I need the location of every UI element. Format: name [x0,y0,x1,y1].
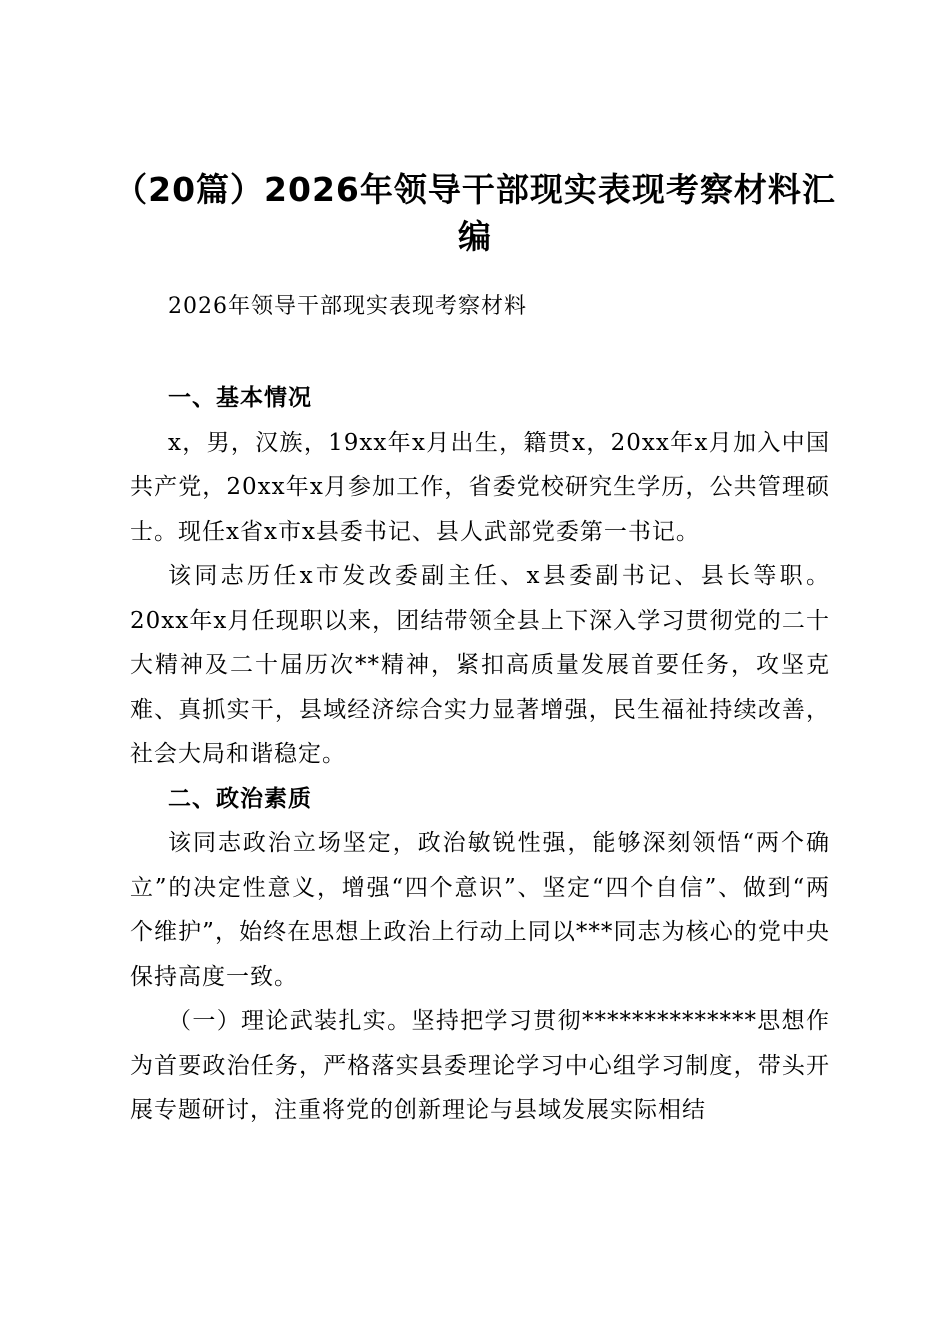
subsection-text: 坚持把学习贯彻**************思想作为首要政治任务，严格落实县委理论学习中心组学习制度，带头开展专题研讨，注重将党的创新理论与县域发展实际相结 [130,1008,831,1123]
document-title: （20篇）2026年领导干部现实表现考察材料汇编 [114,170,836,256]
document-body [130,376,830,1133]
section-heading-political-quality: 二、政治素质 [168,785,312,812]
paragraph: 该同志历任x市发改委副主任、x县委副书记、县长等职。20xx年x月任现职以来，团结带领全县上下深入学习贯彻党的二十大精神及二十届历次**精神，紧扣高质量发展首要任务，攻坚克难、真抓实干，县域经济综合实力显著增强，民生福祉持续改善，社会大局和谐稳定。 [130,563,830,767]
document-subtitle: 2026年领导干部现实表现考察材料 [168,294,527,319]
subsection-lead: （一）理论武装扎实。 [168,1008,412,1034]
section-heading-basic-info: 一、基本情况 [168,385,312,411]
paragraph: x，男，汉族，19xx年x月出生，籍贯x，20xx年x月加入中国共产党，20xx年x月参加工作，省委党校研究生学历，公共管理硕士。现任x省x市x县委书记、县人武部党委第一书记。 [130,429,830,545]
paragraph: 该同志政治立场坚定，政治敏锐性强，能够深刻领悟“两个确立”的决定性意义，增强“四个意识”、坚定“四个自信”、做到“两个维护”，始终在思想上政治上行动上同以***同志为核心的党中央保持高度一致。 [130,830,830,990]
subsection-paragraph [130,999,830,1133]
